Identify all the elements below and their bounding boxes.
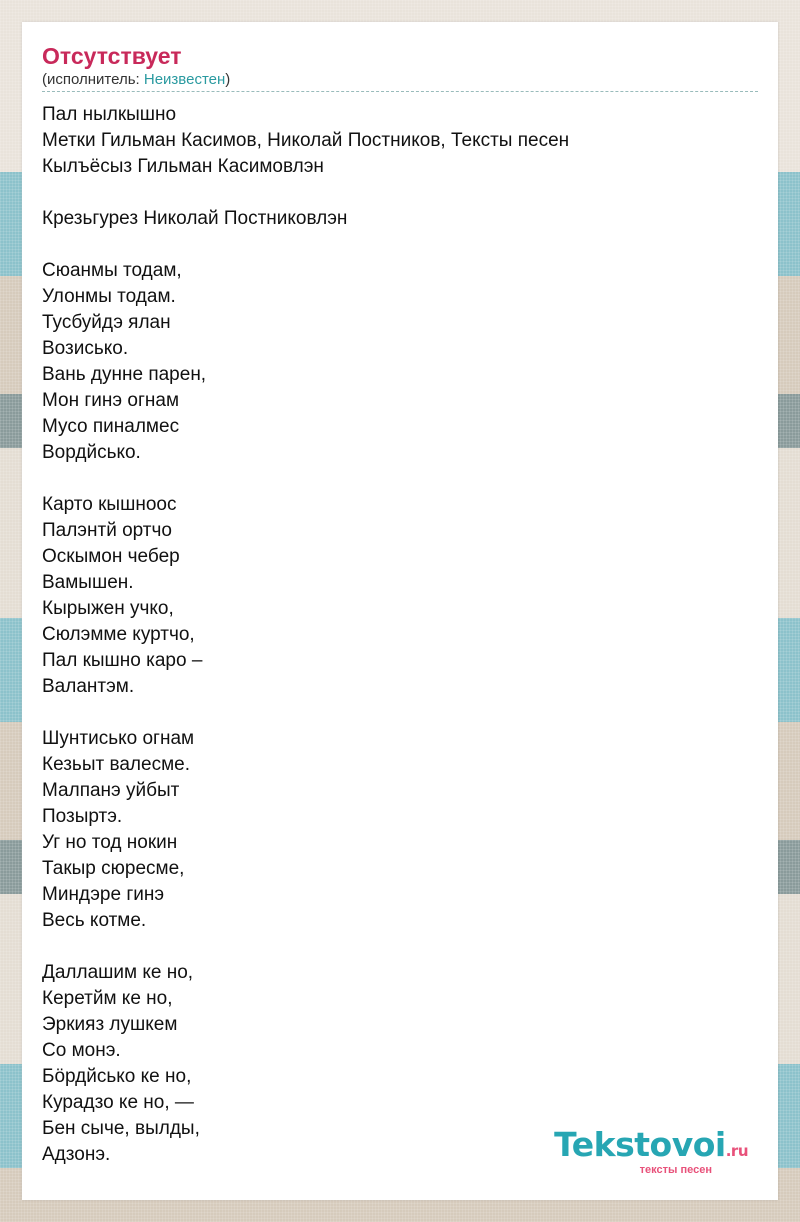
stanza-break xyxy=(42,232,758,258)
artist-link[interactable]: Неизвестен xyxy=(143,71,226,88)
lyric-line: Метки Гильман Касимов, Николай Постников, Тексты песен xyxy=(42,130,570,151)
lyric-line: Пал нылкышно xyxy=(42,104,177,125)
lyric-line: Позыртэ. xyxy=(42,806,123,827)
lyric-line: Адзонэ. xyxy=(42,1144,111,1165)
lyrics-card xyxy=(22,22,778,1200)
lyric-line: Валантэм. xyxy=(42,676,135,697)
lyric-line: Бöрдйсько ке но, xyxy=(42,1066,192,1087)
lyric-line: Кылъёсыз Гильман Касимовлэн xyxy=(42,156,324,177)
logo-name: Tekstovoi xyxy=(554,1125,726,1164)
logo-tagline: тексты песен xyxy=(639,1164,712,1176)
artist-suffix: ) xyxy=(225,71,231,88)
lyric-line: Вань дунне парен, xyxy=(42,364,207,385)
logo-tld: .ru xyxy=(725,1142,748,1160)
lyric-line: Сюлэмме куртчо, xyxy=(42,624,195,645)
lyric-line: Сюанмы тодам, xyxy=(42,260,182,281)
lyric-line: Возисько. xyxy=(42,338,129,359)
artist-line xyxy=(42,71,758,92)
site-logo[interactable] xyxy=(554,1125,748,1176)
stanza-break xyxy=(42,934,758,960)
lyric-line: Весь котме. xyxy=(42,910,147,931)
lyric-line: Такыр сюресме, xyxy=(42,858,185,879)
lyric-line: Кырыжен учко, xyxy=(42,598,174,619)
stanza-break xyxy=(42,466,758,492)
lyric-line: Карто кышноос xyxy=(42,494,177,515)
artist-prefix: (исполнитель: xyxy=(42,71,144,88)
lyric-line: Мусо пиналмес xyxy=(42,416,180,437)
lyric-line: Малпанэ уйбыт xyxy=(42,780,180,801)
stanza-break xyxy=(42,700,758,726)
lyric-line: Тусбуйдэ ялан xyxy=(42,312,171,333)
song-title: Отсутствует xyxy=(42,43,182,69)
lyric-line: Эркияз лушкем xyxy=(42,1014,178,1035)
lyric-line: Вордйсько. xyxy=(42,442,141,463)
lyric-line: Со монэ. xyxy=(42,1040,121,1061)
lyric-line: Улонмы тодам. xyxy=(42,286,176,307)
lyric-line: Уг но тод нокин xyxy=(42,832,178,853)
lyric-line: Вамышен. xyxy=(42,572,134,593)
lyric-line: Мон гинэ огнам xyxy=(42,390,180,411)
lyric-line: Пал кышно каро – xyxy=(42,650,203,671)
lyric-line: Даллашим ке но, xyxy=(42,962,194,983)
lyric-line: Миндэре гинэ xyxy=(42,884,165,905)
lyric-line: Кезьыт валесме. xyxy=(42,754,190,775)
lyric-line: Бен сыче, вылды, xyxy=(42,1118,200,1139)
lyric-line: Шунтисько огнам xyxy=(42,728,195,749)
lyric-line: Курадзо ке но, — xyxy=(42,1092,194,1113)
lyric-line: Оскымон чебер xyxy=(42,546,180,567)
stanza-break xyxy=(42,180,758,206)
lyric-line: Керетйм ке но, xyxy=(42,988,173,1009)
lyric-line: Палэнтй ортчо xyxy=(42,520,172,541)
lyrics-body xyxy=(42,102,758,1168)
lyric-line: Крезьгурез Николай Постниковлэн xyxy=(42,208,348,229)
